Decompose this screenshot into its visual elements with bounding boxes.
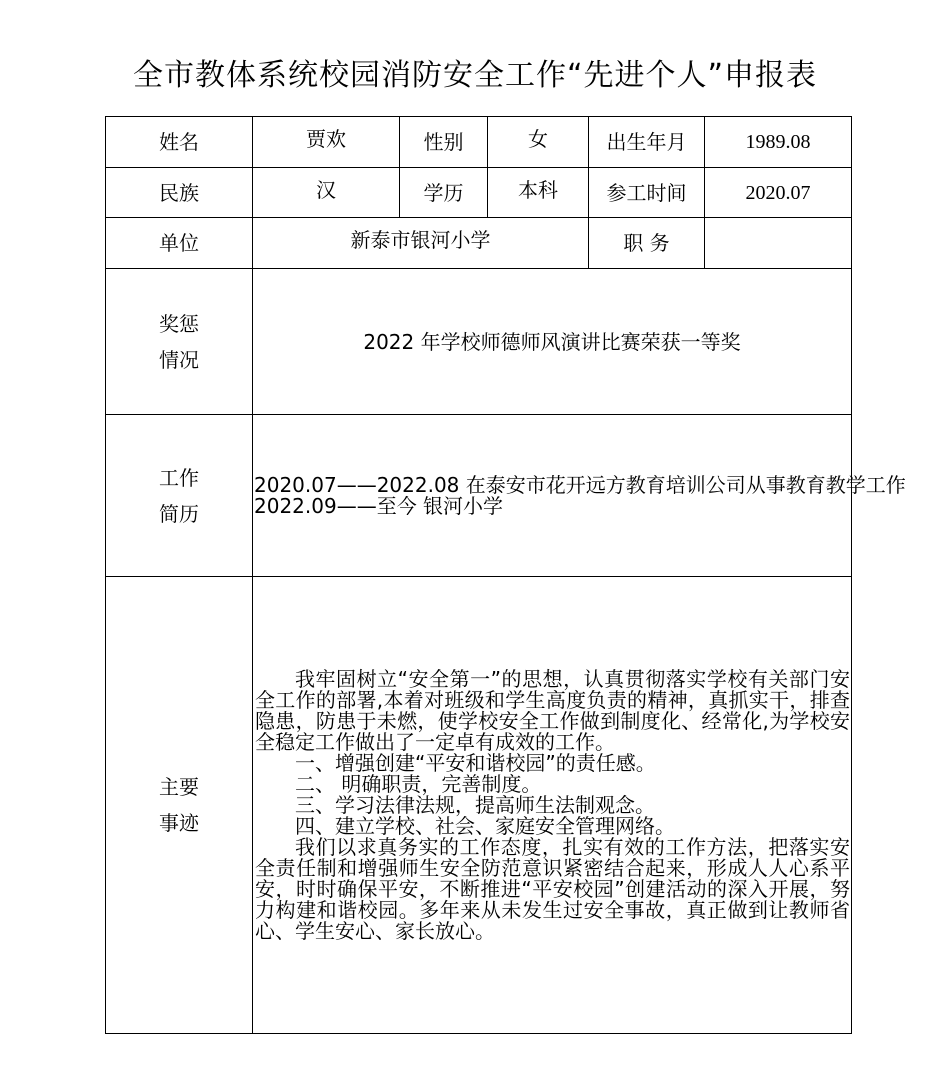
awards-label-line-2: 情况 <box>159 347 199 372</box>
row-basic-info-2 <box>106 168 852 218</box>
resume-label <box>106 415 253 577</box>
birth-label: 出生年月 <box>589 117 705 168</box>
position-label: 职 务 <box>589 218 705 269</box>
row-unit <box>106 218 852 269</box>
row-deeds <box>106 577 852 1034</box>
deeds-item: 一、增强创建“平安和谐校园”的责任感。 <box>295 750 656 775</box>
deeds-item: 二、 明确职责，完善制度。 <box>295 771 542 796</box>
row-awards <box>106 269 852 415</box>
ethnicity-label: 民族 <box>106 168 253 218</box>
resume-label-line-1: 工作 <box>159 465 199 490</box>
education-label: 学历 <box>400 168 488 218</box>
resume-line: 2022.09——至今 银河小学 <box>254 493 504 518</box>
deeds-value <box>253 577 852 1034</box>
gender-label: 性别 <box>400 117 488 168</box>
work-start-value: 2020.07 <box>705 168 852 218</box>
awards-text: 2022 年学校师德师风演讲比赛荣获一等奖 <box>363 329 741 354</box>
resume-label-line-2: 简历 <box>159 501 199 526</box>
awards-label <box>106 269 253 415</box>
deeds-label <box>106 577 253 1034</box>
awards-label-line-1: 奖惩 <box>159 311 199 336</box>
deeds-label-line-1: 主要 <box>159 775 199 799</box>
name-label: 姓名 <box>106 117 253 168</box>
deeds-item: 三、学习法律法规，提高师生法制观念。 <box>295 792 655 817</box>
position-value <box>705 218 852 269</box>
resume-value <box>253 415 906 577</box>
gender-value: 女 <box>488 117 589 168</box>
resume-line: 2020.07——2022.08 在泰安市花开远方教育培训公司从事教育教学工作 <box>254 472 906 497</box>
row-resume <box>106 415 852 577</box>
birth-value: 1989.08 <box>705 117 852 168</box>
unit-label: 单位 <box>106 218 253 269</box>
ethnicity-value: 汉 <box>253 168 400 218</box>
deeds-item: 四、建立学校、社会、家庭安全管理网络。 <box>295 813 675 838</box>
awards-value <box>253 269 852 415</box>
row-basic-info-1 <box>106 117 852 168</box>
deeds-label-line-2: 事迹 <box>159 811 199 835</box>
application-form-table <box>105 116 906 1034</box>
education-value: 本科 <box>488 168 589 218</box>
deeds-conclusion: 我们以求真务实的工作态度，扎实有效的工作方法，把落实安全责任制和增强师生安全防范意识紧密结合起来，形成人人心系平安，时时确保平安，不断推进“平安校园”创建活动的深入开展，努力构建和谐校园。多年来从未发生过安全事故，真正做到让教师省心、学生安心、家长放心。 <box>255 834 850 943</box>
work-start-label: 参工时间 <box>589 168 705 218</box>
form-title: 全市教体系统校园消防安全工作“先进个人”申报表 <box>132 58 818 93</box>
unit-value: 新泰市银河小学 <box>253 218 589 269</box>
deeds-intro: 我牢固树立“安全第一”的思想，认真贯彻落实学校有关部门安全工作的部署,本着对班级和学生高度负责的精神，真抓实干，排查隐患，防患于未燃，使学校安全工作做到制度化、经常化,为学校安全稳定工作做出了一定卓有成效的工作。 <box>255 666 850 754</box>
name-value: 贾欢 <box>253 117 400 168</box>
